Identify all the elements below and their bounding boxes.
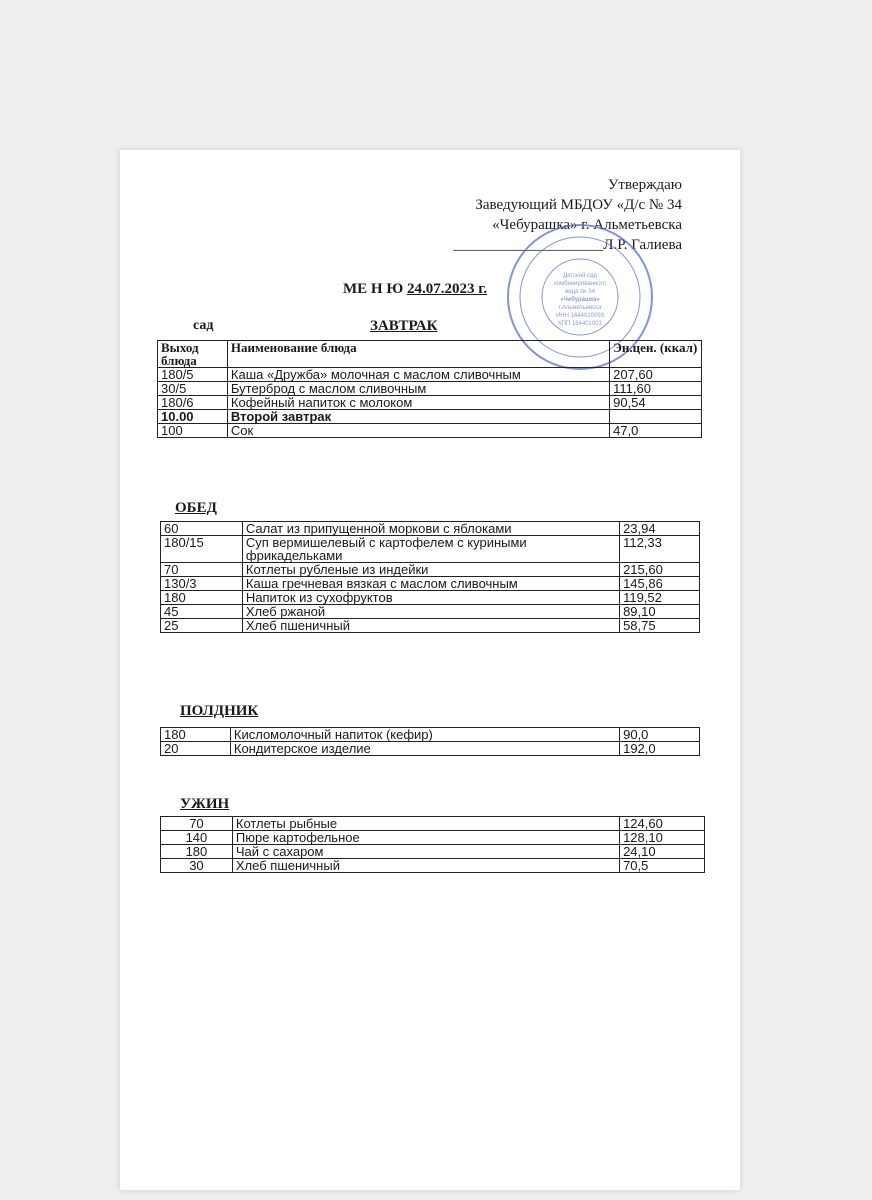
cell-output: 25 bbox=[161, 619, 243, 633]
cell-dish: Котлеты рубленые из индейки bbox=[242, 563, 619, 577]
cell-output: 180/6 bbox=[158, 396, 228, 410]
sad-label: сад bbox=[193, 318, 214, 333]
cell-energy: 145,86 bbox=[620, 577, 700, 591]
menu-title bbox=[343, 281, 487, 298]
cell-energy: 47,0 bbox=[610, 424, 702, 438]
cell-output: 45 bbox=[161, 605, 243, 619]
cell-dish: Салат из припущенной моркови с яблоками bbox=[242, 522, 619, 536]
svg-text:КПП 164401001: КПП 164401001 bbox=[558, 321, 602, 327]
table-row bbox=[158, 396, 702, 410]
approval-line-1: Утверждаю bbox=[607, 177, 682, 193]
table-row bbox=[161, 742, 700, 756]
table-row bbox=[161, 591, 700, 605]
table-row bbox=[161, 577, 700, 591]
cell-energy: 192,0 bbox=[620, 742, 700, 756]
cell-energy: 70,5 bbox=[620, 859, 705, 873]
cell-output: 20 bbox=[161, 742, 231, 756]
table-row bbox=[158, 368, 702, 382]
cell-energy: 111,60 bbox=[610, 382, 702, 396]
cell-output: 180 bbox=[161, 728, 231, 742]
cell-dish: Сок bbox=[227, 424, 609, 438]
approval-line-4: ____________________Л.Р. Галиева bbox=[453, 237, 682, 253]
table-row bbox=[158, 424, 702, 438]
table-header-row bbox=[158, 341, 702, 368]
approval-line-3: «Чебурашка» г. Альметьевска bbox=[492, 217, 682, 233]
svg-text:г.Альметьевска: г.Альметьевска bbox=[558, 305, 602, 311]
cell-dish: Суп вермишелевый с картофелем с куриными фрикадельками bbox=[242, 536, 619, 563]
lunch-table bbox=[160, 521, 700, 633]
cell-energy: 215,60 bbox=[620, 563, 700, 577]
svg-text:вида № 34: вида № 34 bbox=[565, 289, 595, 295]
cell-energy: 90,54 bbox=[610, 396, 702, 410]
table-row bbox=[161, 536, 700, 563]
cell-output: 180/5 bbox=[158, 368, 228, 382]
cell-dish: Котлеты рыбные bbox=[232, 817, 619, 831]
svg-text:комбинированного: комбинированного bbox=[553, 281, 607, 287]
cell-energy: 128,10 bbox=[620, 831, 705, 845]
cell-dish: Каша гречневая вязкая с маслом сливочным bbox=[242, 577, 619, 591]
table-row bbox=[161, 605, 700, 619]
table-row bbox=[161, 831, 705, 845]
cell-output: 30/5 bbox=[158, 382, 228, 396]
cell-dish: Бутерброд с маслом сливочным bbox=[227, 382, 609, 396]
cell-output: 180 bbox=[161, 845, 233, 859]
cell-output: 10.00 bbox=[158, 410, 228, 424]
snack-heading: ПОЛДНИК bbox=[180, 703, 259, 719]
cell-output: 140 bbox=[161, 831, 233, 845]
cell-energy: 24,10 bbox=[620, 845, 705, 859]
breakfast-heading: ЗАВТРАК bbox=[370, 318, 438, 334]
cell-dish: Кофейный напиток с молоком bbox=[227, 396, 609, 410]
cell-energy: 89,10 bbox=[620, 605, 700, 619]
breakfast-table bbox=[157, 340, 702, 438]
lunch-heading: ОБЕД bbox=[175, 500, 217, 516]
table-row bbox=[161, 728, 700, 742]
cell-energy: 124,60 bbox=[620, 817, 705, 831]
cell-dish: Хлеб ржаной bbox=[242, 605, 619, 619]
cell-output: 180 bbox=[161, 591, 243, 605]
cell-dish: Пюре картофельное bbox=[232, 831, 619, 845]
cell-dish: Каша «Дружба» молочная с маслом сливочным bbox=[227, 368, 609, 382]
svg-text:Детский сад: Детский сад bbox=[563, 273, 597, 279]
cell-output: 70 bbox=[161, 817, 233, 831]
cell-dish: Чай с сахаром bbox=[232, 845, 619, 859]
approval-line-2: Заведующий МБДОУ «Д/с № 34 bbox=[475, 197, 682, 213]
cell-output: 130/3 bbox=[161, 577, 243, 591]
table-row bbox=[161, 859, 705, 873]
table-row-second-breakfast bbox=[158, 410, 702, 424]
cell-dish: Хлеб пшеничный bbox=[242, 619, 619, 633]
cell-dish: Кисломолочный напиток (кефир) bbox=[230, 728, 619, 742]
cell-dish: Хлеб пшеничный bbox=[232, 859, 619, 873]
svg-text:ИНН 1644020093: ИНН 1644020093 bbox=[555, 313, 605, 319]
dinner-heading: УЖИН bbox=[180, 796, 230, 812]
cell-energy: 23,94 bbox=[620, 522, 700, 536]
cell-output: 180/15 bbox=[161, 536, 243, 563]
dinner-table bbox=[160, 816, 705, 873]
table-row bbox=[161, 563, 700, 577]
cell-energy: 207,60 bbox=[610, 368, 702, 382]
table-row bbox=[161, 619, 700, 633]
header-dish: Наименование блюда bbox=[227, 341, 609, 368]
cell-dish: Второй завтрак bbox=[227, 410, 609, 424]
cell-dish: Напиток из сухофруктов bbox=[242, 591, 619, 605]
cell-output: 30 bbox=[161, 859, 233, 873]
cell-output: 70 bbox=[161, 563, 243, 577]
header-output: Выход блюда bbox=[158, 341, 228, 368]
table-row bbox=[161, 522, 700, 536]
svg-text:«Чебурашка»: «Чебурашка» bbox=[560, 297, 600, 303]
cell-energy: 90,0 bbox=[620, 728, 700, 742]
cell-energy: 119,52 bbox=[620, 591, 700, 605]
cell-energy: 58,75 bbox=[620, 619, 700, 633]
header-energy: Эн.цен. (ккал) bbox=[610, 341, 702, 368]
cell-output: 100 bbox=[158, 424, 228, 438]
cell-energy: 112,33 bbox=[620, 536, 700, 563]
menu-title-label: МЕ Н Ю bbox=[343, 281, 404, 297]
cell-output: 60 bbox=[161, 522, 243, 536]
menu-date: 24.07.2023 г. bbox=[406, 281, 488, 297]
table-row bbox=[161, 817, 705, 831]
cell-dish: Кондитерское изделие bbox=[230, 742, 619, 756]
table-row bbox=[161, 845, 705, 859]
cell-energy bbox=[610, 410, 702, 424]
table-row bbox=[158, 382, 702, 396]
snack-table bbox=[160, 727, 700, 756]
